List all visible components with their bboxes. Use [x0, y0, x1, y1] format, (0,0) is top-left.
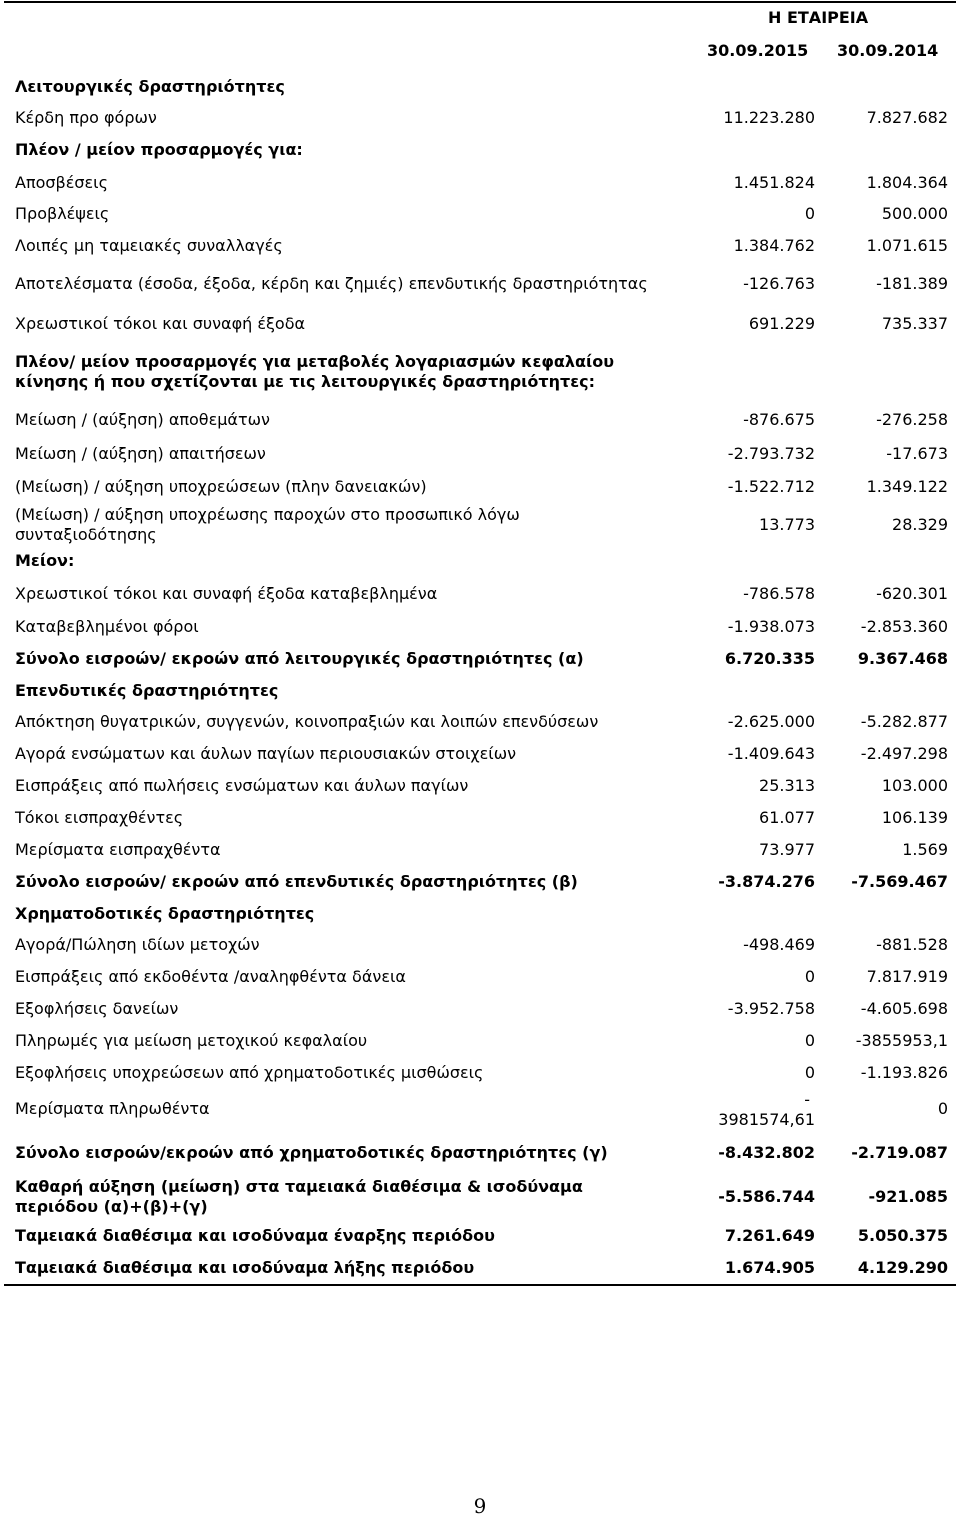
company-header: Η ΕΤΑΙΡΕΙΑ	[768, 8, 869, 27]
top-rule	[4, 1, 956, 3]
table-row: Μερίσματα πληρωθέντα - 3981574,61 0	[15, 1090, 948, 1129]
bottom-rule	[4, 1284, 956, 1286]
column-header-2014: 30.09.2014	[837, 41, 939, 60]
page-number: 9	[473, 1494, 487, 1518]
column-header-2015: 30.09.2015	[707, 41, 809, 60]
